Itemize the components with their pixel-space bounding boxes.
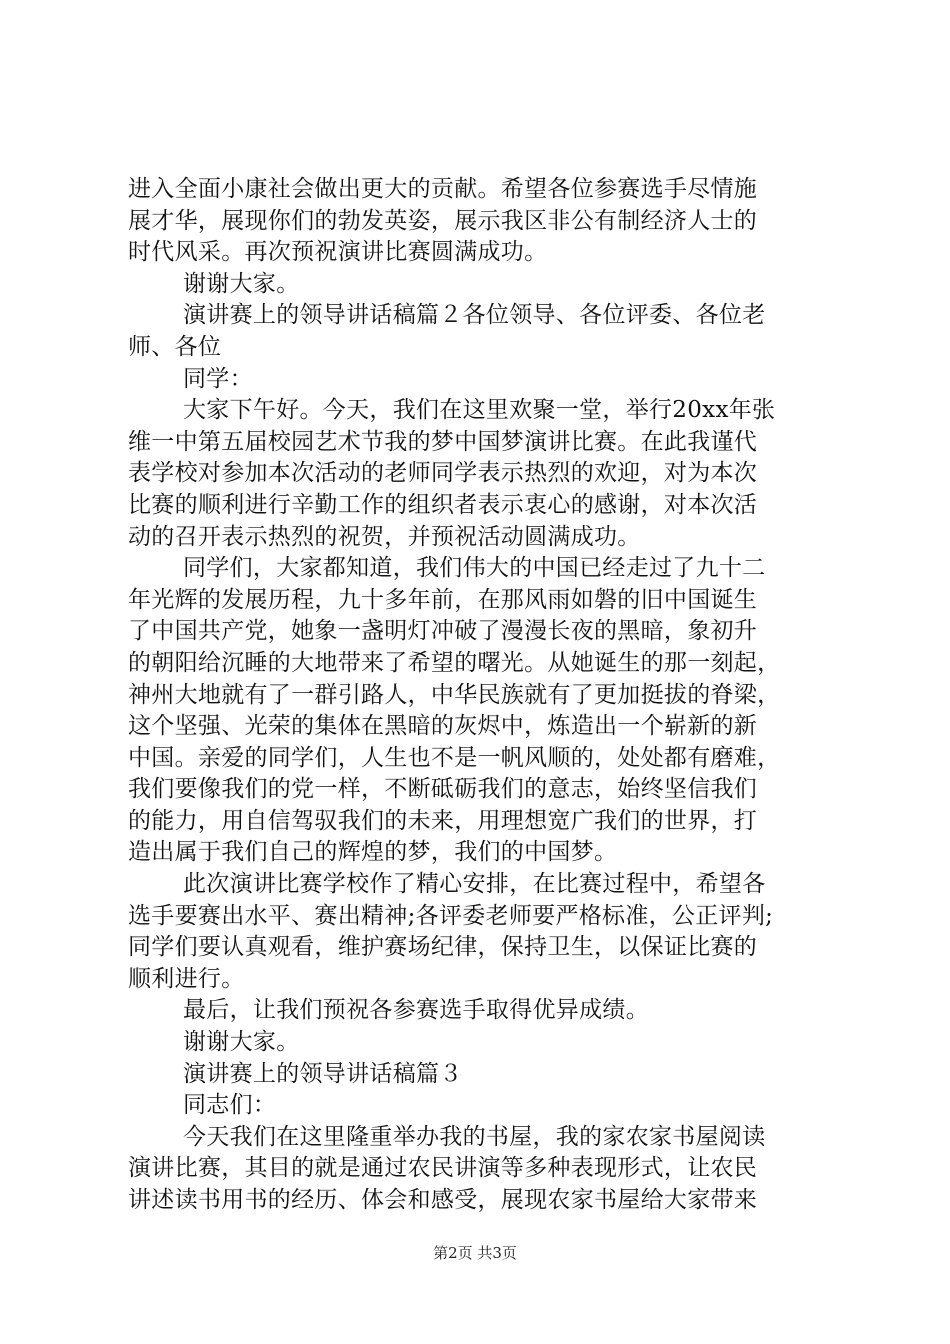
text-line: 讲述读书用书的经历、体会和感受，展现农家书屋给大家带来 — [128, 1187, 758, 1213]
text-line: 此次演讲比赛学校作了精心安排，在比赛过程中，希望各 — [183, 871, 766, 898]
text-line: 选手要赛出水平、赛出精神;各评委老师要严格标准，公正评判; — [128, 902, 774, 929]
text-line: 的能力，用自信驾驭我们的未来，用理想宽广我们的世界，打 — [128, 807, 758, 834]
text-line: 年光辉的发展历程，九十多年前，在那风雨如磐的旧中国诞生 — [128, 586, 758, 613]
text-line: 神州大地就有了一群引路人，中华民族就有了更加挺拔的脊梁， — [128, 681, 781, 708]
text-line: 同志们： — [183, 1092, 277, 1119]
text-line: 时代风采。再次预祝演讲比赛圆满成功。 — [128, 239, 548, 266]
text-line: 了中国共产党，她象一盏明灯冲破了漫漫长夜的黑暗，象初升 — [128, 618, 758, 645]
text-line: 演讲赛上的领导讲话稿篇２各位领导、各位评委、各位老 — [183, 302, 766, 329]
text-line: 动的召开表示热烈的祝贺，并预祝活动圆满成功。 — [128, 523, 641, 550]
text-line: 最后，让我们预祝各参赛选手取得优异成绩。 — [183, 997, 649, 1024]
text-line: 师、各位 — [128, 333, 222, 360]
text-line: 比赛的顺利进行辛勤工作的组织者表示衷心的感谢，对本次活 — [128, 491, 758, 518]
text-line: 中国。亲爱的同学们，人生也不是一帆风顺的，处处都有磨难， — [128, 744, 781, 771]
text-line: 的朝阳给沉睡的大地带来了希望的曙光。从她诞生的那一刻起， — [128, 649, 781, 676]
text-line: 造出属于我们自己的辉煌的梦，我们的中国梦。 — [128, 839, 618, 866]
text-line: 展才华，展现你们的勃发英姿，展示我区非公有制经济人士的 — [128, 207, 758, 234]
text-line: 谢谢大家。 — [183, 1029, 300, 1056]
text-line: 演讲比赛，其目的就是通过农民讲演等多种表现形式，让农民 — [128, 1155, 758, 1182]
text-line: 我们要像我们的党一样，不断砥砺我们的意志，始终坚信我们 — [128, 776, 758, 803]
text-line: 进入全面小康社会做出更大的贡献。希望各位参赛选手尽情施 — [128, 176, 758, 202]
document-body — [128, 174, 828, 1217]
text-line: 同学们要认真观看，维护赛场纪律，保持卫生，以保证比赛的 — [128, 934, 758, 961]
text-line: 大家下午好。今天，我们在这里欢聚一堂，举行20xx年张 — [183, 397, 776, 424]
text-line: 演讲赛上的领导讲话稿篇３ — [183, 1060, 463, 1087]
text-line: 顺利进行。 — [128, 965, 245, 992]
text-line: 这个坚强、光荣的集体在黑暗的灰烬中，炼造出一个崭新的新 — [128, 713, 758, 740]
text-line: 今天我们在这里隆重举办我的书屋，我的家农家书屋阅读 — [183, 1123, 766, 1150]
text-line: 同学： — [183, 365, 253, 392]
page-footer: 第2页 共3页 — [433, 1244, 517, 1262]
text-line: 谢谢大家。 — [183, 270, 300, 297]
text-line: 表学校对参加本次活动的老师同学表示热烈的欢迎，对为本次 — [128, 460, 758, 487]
text-line: 同学们，大家都知道，我们伟大的中国已经走过了九十二 — [183, 555, 766, 582]
text-line: 维一中第五届校园艺术节我的梦中国梦演讲比赛。在此我谨代 — [128, 428, 758, 455]
